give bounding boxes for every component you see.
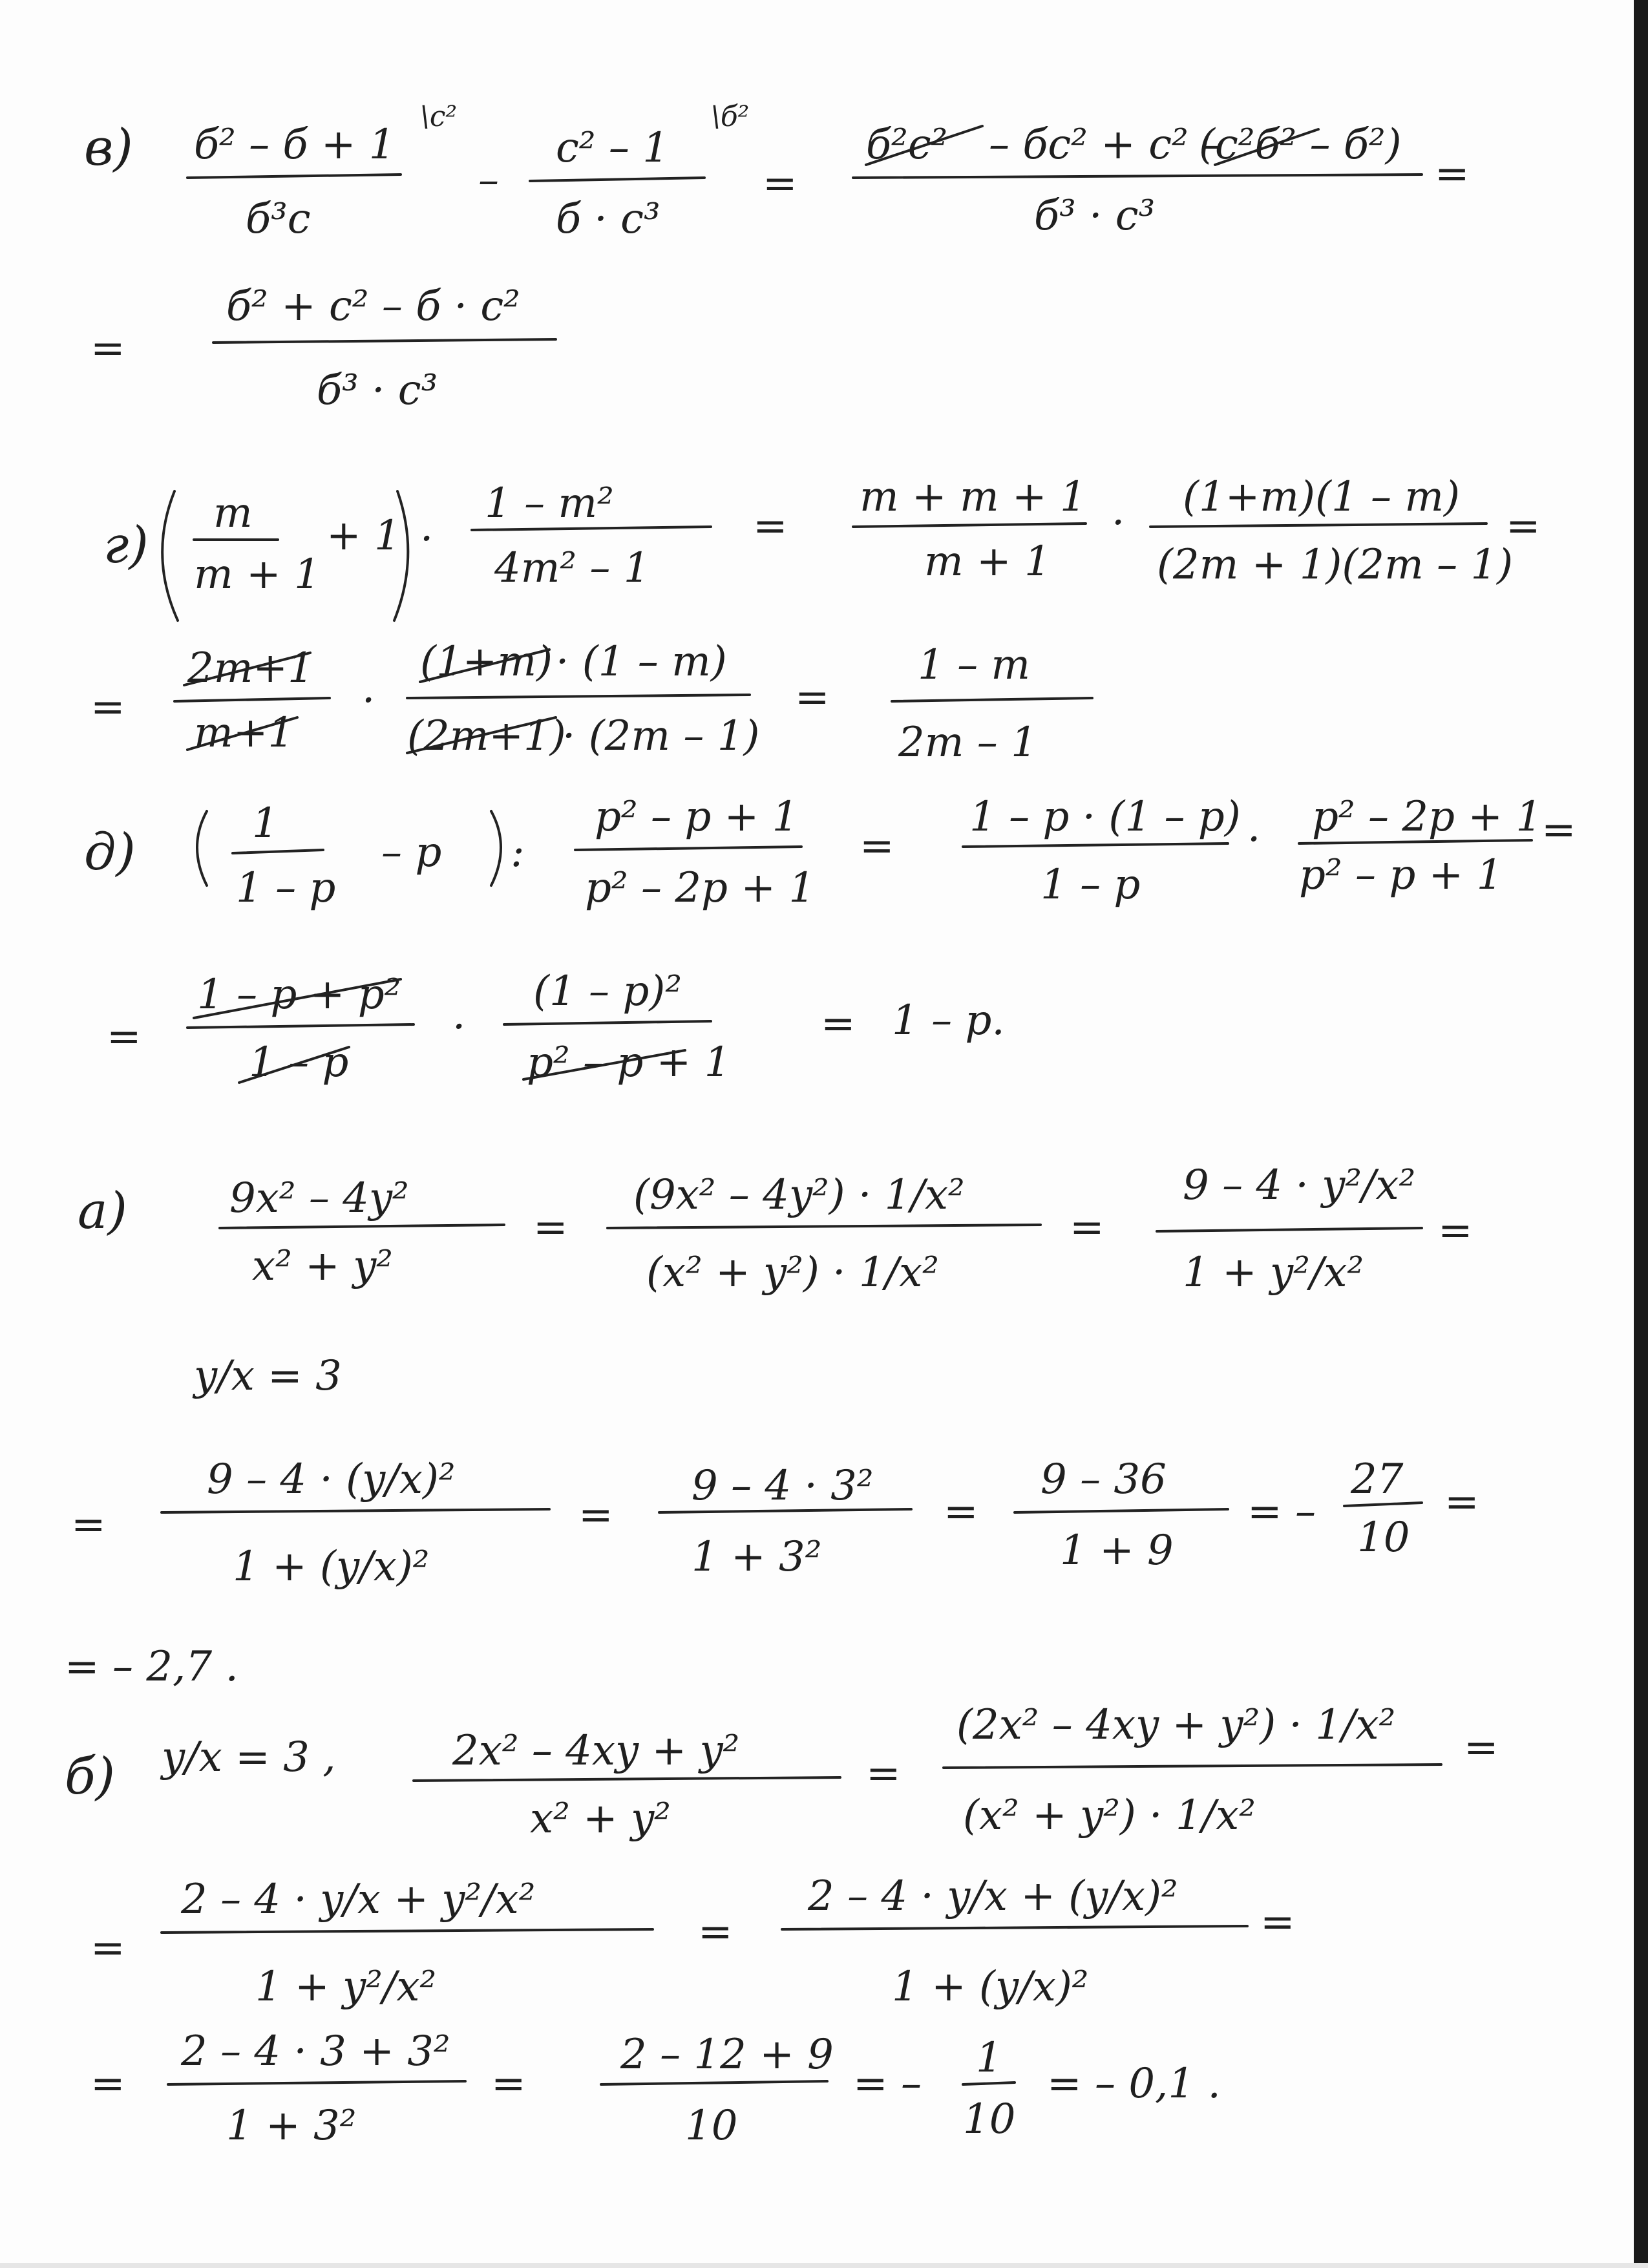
g-s-den: m+1	[194, 709, 295, 757]
v-r1-bar	[853, 175, 1422, 178]
d-p-bar	[233, 850, 323, 853]
d-rparen	[491, 811, 501, 885]
v-f2-bar	[530, 178, 704, 181]
g-eq2: =	[1506, 502, 1541, 550]
g-r2-den: (2m + 1)(2m – 1)	[1157, 541, 1514, 589]
b-v-den: 10	[685, 2102, 738, 2150]
d-f-den: p² – 2p + 1	[585, 864, 816, 912]
a-r1-num: (9x² – 4y²) · 1/x²	[633, 1171, 965, 1219]
label-v: в)	[84, 119, 133, 177]
b-eq3: =	[698, 1908, 733, 1956]
v-f1-bar	[187, 175, 401, 178]
g-r1-den: m + 1	[924, 538, 1051, 586]
label-a: а)	[78, 1182, 127, 1240]
a-eq3: =	[1438, 1207, 1473, 1255]
b-eq2: =	[1464, 1724, 1499, 1772]
b-line2-eq: =	[90, 1924, 125, 1972]
g-res-num: 1 – m	[918, 641, 1031, 689]
v-f2-mult: \б²	[711, 100, 750, 133]
b-w-bar	[963, 2083, 1015, 2084]
b-v-num: 2 – 12 + 9	[620, 2031, 834, 2079]
a-r2-den: 1 + y²/x²	[1183, 1249, 1364, 1297]
g-t-bar	[407, 695, 750, 698]
g-res-den: 2m – 1	[898, 719, 1037, 767]
a-s-num: 9 – 4 · (y/x)²	[207, 1456, 456, 1503]
b-s-num: 2 – 4 · y/x + y²/x²	[181, 1876, 536, 1924]
d-eq1: =	[860, 822, 894, 870]
b-r1-num: (2x² – 4xy + y²) · 1/x²	[956, 1701, 1396, 1749]
a-u-num: 9 – 36	[1041, 1456, 1167, 1503]
b-v-bar	[601, 2081, 827, 2084]
b-eq5: =	[491, 2060, 526, 2108]
g-t-den-b: · (2m – 1)	[562, 712, 760, 760]
g-r2-num: (1+m)(1 – m)	[1183, 473, 1460, 521]
g-s-num: 2m+1	[187, 644, 314, 692]
b-u-bar	[168, 2081, 465, 2084]
a-v-num: 27	[1351, 1456, 1404, 1503]
v-r1-den: б³ · с³	[1034, 192, 1156, 240]
g-f-den: 4m² – 1	[494, 544, 650, 592]
a-v-den: 10	[1357, 1514, 1410, 1562]
g-r2-bar	[1150, 524, 1486, 527]
g-t-num-b: · (1 – m)	[556, 638, 727, 686]
v-r2-den: б³ · с³	[317, 366, 438, 414]
a-eq1: =	[533, 1203, 568, 1251]
b-t-num: 2 – 4 · y/x + (y/x)²	[808, 1872, 1178, 1920]
b-s-bar	[162, 1929, 653, 1933]
b-t-bar	[782, 1926, 1247, 1929]
a-t-num: 9 – 4 · 3²	[692, 1462, 874, 1510]
g-dot2: ·	[1112, 499, 1125, 547]
g-res-bar	[892, 698, 1092, 701]
b-t-den: 1 + (y/x)²	[892, 1963, 1089, 2011]
a-eq7: =	[1444, 1478, 1479, 1526]
d-s-bar	[187, 1024, 414, 1028]
problem-d	[84, 793, 1576, 1086]
v-r1-num-mid: – бс² + с² –	[989, 121, 1223, 169]
a-eq5: =	[944, 1488, 978, 1536]
problem-v	[84, 100, 1470, 414]
d-r2-den: p² – p + 1	[1299, 851, 1503, 899]
g-line2-eq: =	[90, 683, 125, 731]
problem-g	[90, 473, 1541, 767]
a-r1-den: (x² + y²) · 1/x²	[646, 1249, 939, 1297]
g-eq1: =	[753, 502, 788, 550]
a-r2-bar	[1157, 1228, 1422, 1231]
b-f-bar	[414, 1777, 840, 1781]
b-cond: y/x = 3 ,	[162, 1733, 336, 1781]
d-eq3: =	[821, 1000, 856, 1048]
g-t-den-a: (2m+1)	[407, 712, 566, 760]
b-s-den: 1 + y²/x²	[255, 1963, 437, 2011]
g-r1-bar	[853, 524, 1086, 527]
label-b: б)	[65, 1748, 116, 1806]
b-eq1: =	[866, 1750, 901, 1797]
g-dot: ·	[420, 515, 434, 563]
d-line2-eq: =	[107, 1013, 142, 1061]
d-s-num: 1 – p + p²	[197, 971, 401, 1019]
b-r1-den: (x² + y²) · 1/x²	[963, 1792, 1256, 1839]
d-r1-num: 1 – p · (1 – p)	[969, 793, 1241, 841]
d-lparen	[197, 811, 207, 885]
label-d: д)	[84, 823, 136, 882]
problem-a	[65, 1161, 1479, 1691]
a-s-bar	[162, 1509, 549, 1512]
g-p-plus: + 1	[326, 512, 401, 560]
b-w-num: 1	[976, 2034, 1002, 2082]
b-u-den: 1 + 3²	[226, 2102, 357, 2150]
d-r2-num: p² – 2p + 1	[1312, 793, 1543, 841]
v-f1-mult: \с²	[420, 100, 458, 133]
a-u-bar	[1015, 1509, 1228, 1512]
v-r2-num: б² + с² – б · с²	[226, 282, 520, 330]
d-f-num: p² – p + 1	[595, 793, 799, 841]
d-colon: :	[511, 829, 525, 876]
a-eq6: = –	[1247, 1488, 1316, 1536]
v-eq2: =	[1435, 150, 1470, 198]
d-r1-bar	[963, 843, 1228, 847]
g-f-num: 1 – m²	[485, 480, 614, 527]
v-f2-den: б · с³	[556, 195, 660, 243]
d-s-den: 1 – p	[249, 1039, 349, 1086]
a-s-den: 1 + (y/x)²	[233, 1543, 430, 1591]
d-r1-den: 1 – p	[1041, 861, 1141, 909]
d-dot: ·	[1247, 816, 1261, 864]
g-t-num-a: (1+m)	[420, 638, 553, 686]
d-p-minus: – p	[381, 829, 442, 876]
v-r1-num-paren: (с²б² – б²)	[1199, 121, 1402, 169]
label-g: г)	[103, 516, 149, 575]
v-f1-num: б² – б + 1	[194, 121, 396, 169]
g-p-den: m + 1	[194, 551, 321, 599]
a-line3-eq: =	[71, 1501, 106, 1549]
g-dot3: ·	[362, 677, 375, 725]
d-t-num: (1 – p)²	[533, 968, 682, 1015]
d-f-bar	[575, 847, 801, 850]
a-final: = – 2,7 .	[65, 1643, 238, 1691]
a-u-den: 1 + 9	[1060, 1527, 1174, 1574]
g-s-bar	[174, 698, 330, 701]
scan-edge-right	[1634, 0, 1648, 2268]
v-minus: –	[478, 156, 499, 204]
a-r2-num: 9 – 4 · y²/x²	[1183, 1161, 1416, 1209]
d-p-num: 1	[252, 800, 279, 847]
a-r1-bar	[607, 1225, 1041, 1228]
d-t-den: p² – p + 1	[527, 1039, 731, 1086]
b-u-num: 2 – 4 · 3 + 3²	[181, 2028, 450, 2075]
b-eq4: =	[1260, 1898, 1295, 1946]
v-line2-eq: =	[90, 324, 125, 372]
v-f2-num: с² – 1	[556, 124, 669, 172]
b-f-den: x² + y²	[530, 1795, 671, 1843]
g-eq3: =	[795, 673, 830, 721]
b-f-num: 2x² – 4xy + y²	[452, 1727, 740, 1775]
a-f-num: 9x² – 4y²	[229, 1174, 409, 1222]
g-p-num: m	[213, 489, 253, 537]
scan-edge-bottom	[0, 2263, 1648, 2268]
d-result: 1 – p.	[892, 997, 1005, 1044]
g-r1-num: m + m + 1	[860, 473, 1086, 521]
a-eq4: =	[578, 1491, 613, 1539]
a-f-den: x² + y²	[252, 1242, 393, 1290]
a-eq2: =	[1070, 1203, 1104, 1251]
d-t-bar	[504, 1021, 711, 1024]
d-eq2: =	[1541, 806, 1576, 854]
b-line3-eq: =	[90, 2060, 125, 2108]
a-f-bar	[220, 1225, 504, 1228]
problem-b	[65, 1701, 1499, 2150]
b-final: = – 0,1 .	[1047, 2060, 1221, 2108]
v-f1-den: б³с	[246, 195, 311, 243]
v-r2-bar	[213, 339, 556, 343]
v-r1-num-struck: б²с²	[866, 121, 948, 169]
d-p-den: 1 – p	[236, 864, 336, 912]
d-dot2: ·	[452, 1003, 466, 1051]
a-t-den: 1 + 3²	[692, 1533, 822, 1581]
g-lparen	[162, 491, 178, 620]
b-eq6: = –	[853, 2060, 922, 2108]
b-w-den: 10	[963, 2095, 1016, 2143]
b-r1-bar	[944, 1765, 1441, 1768]
a-cond: y/x = 3	[194, 1352, 342, 1400]
v-eq1: =	[763, 160, 798, 207]
